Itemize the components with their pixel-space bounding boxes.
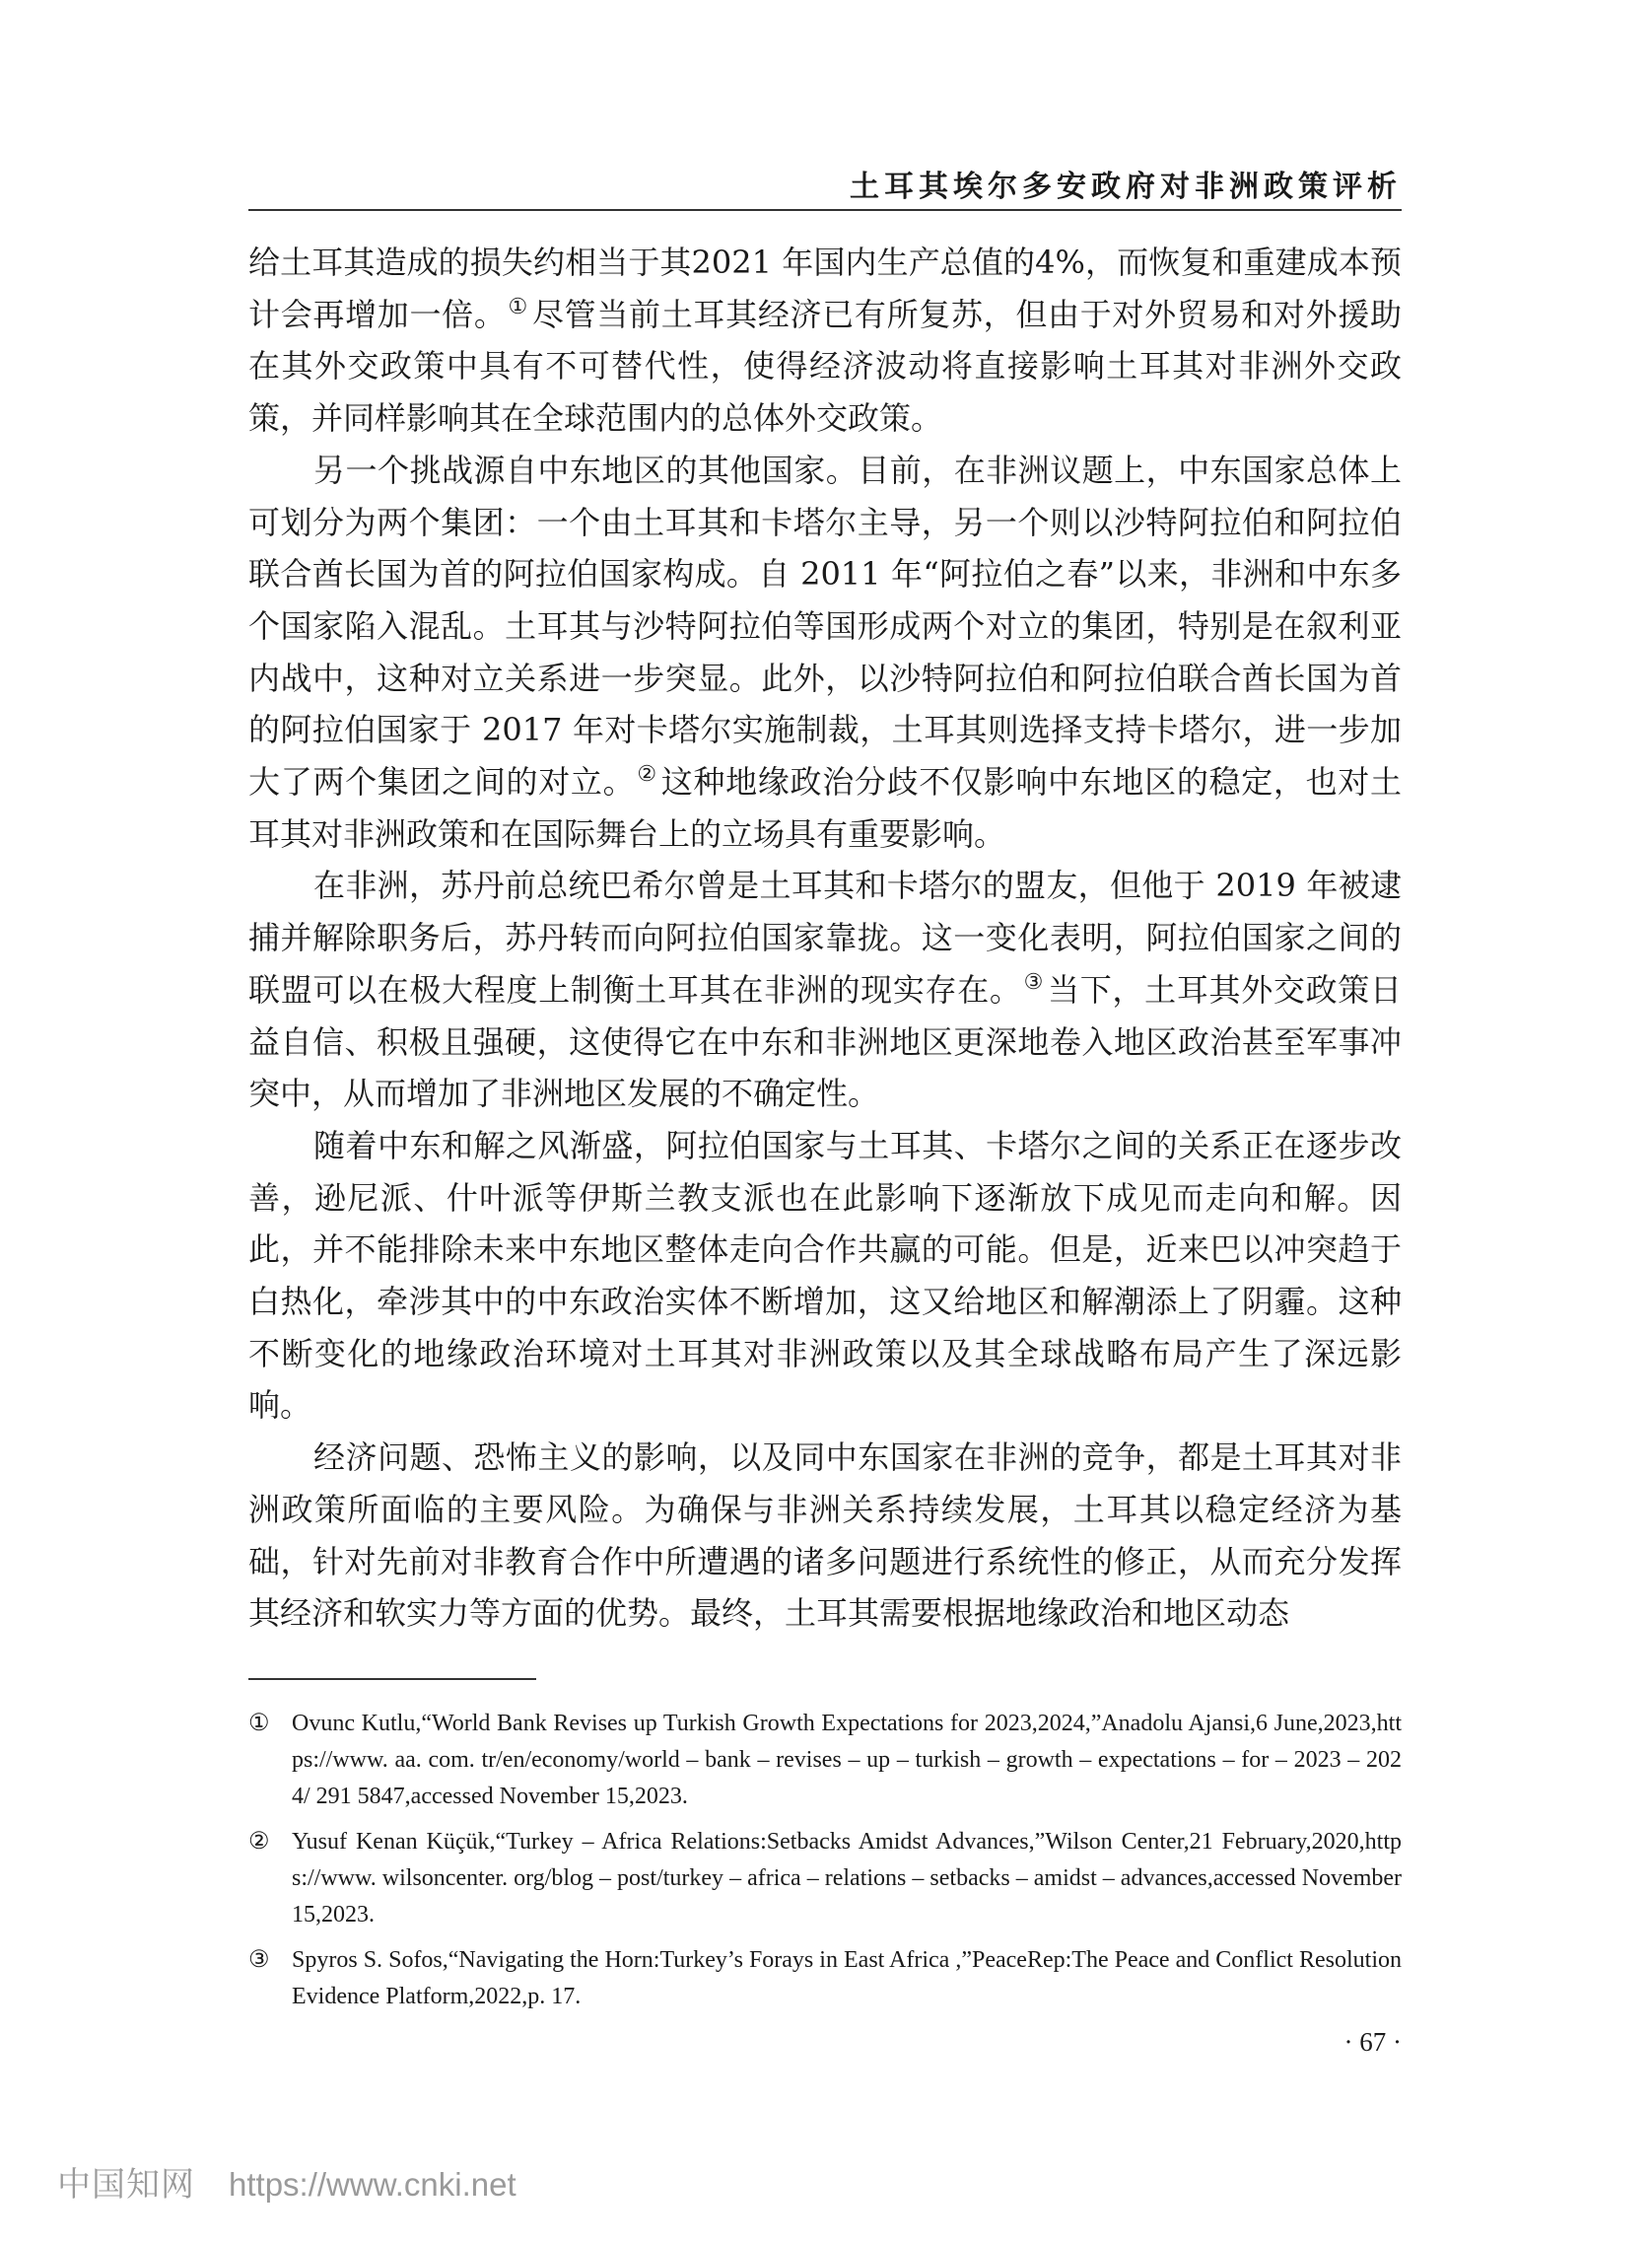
footnote-mark: ① [248,1711,270,1736]
paragraph-text: 当下，土耳其外交政策日益自信、积极且强硬，这使得它在中东和非洲地区更深地卷入地区政治甚至军事冲突中，从而增加了非洲地区发展的不确定性。 [248,970,1402,1113]
cnki-url[interactable]: https://www.cnki.net [229,2166,516,2203]
footnotes [248,1706,1402,2024]
footnote-text: Spyros S. Sofos,“Navigating the Horn:Turkey’s Forays in East Africa ,”PeaceRep:The Peace and Conflict Resolution Evidence Platform,2022,p. 17. [292,1947,1402,2009]
paragraph-text: 另一个挑战源自中东地区的其他国家。目前，在非洲议题上，中东国家总体上可划分为两个集团：一个由土耳其和卡塔尔主导，另一个则以沙特阿拉伯和阿拉伯联合酋长国为首的阿拉伯国家构成。自 2011 年“阿拉伯之春”以来，非洲和中东多个国家陷入混乱。土耳其与沙特阿拉伯等国形成两个对立的集团，特别是在叙利亚内战中，这种对立关系进一步突显。此外，以沙特阿拉伯和阿拉伯联合酋长国为首的阿拉伯国家于 2017 年对卡塔尔实施制裁，土耳其则选择支持卡塔尔，进一步加大了两个集团之间的对立。 [248,451,1402,802]
page-header [248,148,1402,211]
paragraph-5 [248,1432,1402,1640]
paragraph-2 [248,445,1402,861]
paragraph-text: 给土耳其造成的损失约相当于其2021 年国内生产总值的4%，而恢复和重建成本预计会再增加一倍。 [248,244,1402,333]
footnote-ref-2[interactable]: ② [637,762,657,788]
paragraph-3 [248,860,1402,1120]
footnote-text: Ovunc Kutlu,“World Bank Revises up Turkish Growth Expectations for 2023,2024,”Anadolu Ajansi,6 June,2023,https://www. aa. com. tr/en/economy/world – bank – revises – up – turkish – growth – expectations – for – 2023 – 2024/ 291 5847,accessed November 15,2023. [292,1711,1402,1809]
paragraph-text: 经济问题、恐怖主义的影响，以及同中东国家在非洲的竞争，都是土耳其对非洲政策所面临的主要风险。为确保与非洲关系持续发展，土耳其以稳定经济为基础，针对先前对非教育合作中所遭遇的诸多问题进行系统性的修正，从而充分发挥其经济和软实力等方面的优势。最终，土耳其需要根据地缘政治和地区动态 [248,1438,1402,1633]
watermark [57,2157,516,2206]
footnote-divider [248,1678,536,1680]
paragraph-1 [248,237,1402,445]
footnote-ref-1[interactable]: ① [508,294,528,319]
footnote-mark: ③ [248,1947,270,1973]
footnote-mark: ② [248,1829,270,1855]
paragraph-text: 在非洲，苏丹前总统巴希尔曾是土耳其和卡塔尔的盟友，但他于 2019 年被逮捕并解除职务后，苏丹转而向阿拉伯国家靠拢。这一变化表明，阿拉伯国家之间的联盟可以在极大程度上制衡土耳其在非洲的现实存在。 [248,867,1402,1009]
page-number: · 67 · [1343,2027,1402,2057]
paragraph-text: 尽管当前土耳其经济已有所复苏，但由于对外贸易和对外援助在其外交政策中具有不可替代性，使得经济波动将直接影响土耳其对非洲外交政策，并同样影响其在全球范围内的总体外交政策。 [248,295,1402,438]
footnote-text: Yusuf Kenan Küçük,“Turkey – Africa Relations:Setbacks Amidst Advances,”Wilson Center,21 February,2020,https://www. wilsoncenter. org/blog – post/turkey – africa – relations – setbacks – amidst – advances,accessed November 15,2023. [292,1829,1402,1928]
footnote-3 [248,1942,1402,2015]
footnote-2 [248,1824,1402,1933]
paragraph-text: 随着中东和解之风渐盛，阿拉伯国家与土耳其、卡塔尔之间的关系正在逐步改善，逊尼派、什叶派等伊斯兰教支派也在此影响下逐渐放下成见而走向和解。因此，并不能排除未来中东地区整体走向合作共赢的可能。但是，近来巴以冲突趋于白热化，牵涉其中的中东政治实体不断增加，这又给地区和解潮添上了阴霾。这种不断变化的地缘政治环境对土耳其对非洲政策以及其全球战略布局产生了深远影响。 [248,1126,1402,1425]
footnote-1 [248,1706,1402,1815]
body-text [248,237,1402,1640]
paragraph-text: 这种地缘政治分歧不仅影响中东地区的稳定，也对土耳其对非洲政策和在国际舞台上的立场具有重要影响。 [248,763,1402,853]
cnki-logo-text: 中国知网 [57,2165,195,2205]
footnote-ref-3[interactable]: ③ [1023,969,1045,995]
running-title: 土耳其埃尔多安政府对非洲政策评析 [850,170,1402,204]
paragraph-4 [248,1120,1402,1432]
